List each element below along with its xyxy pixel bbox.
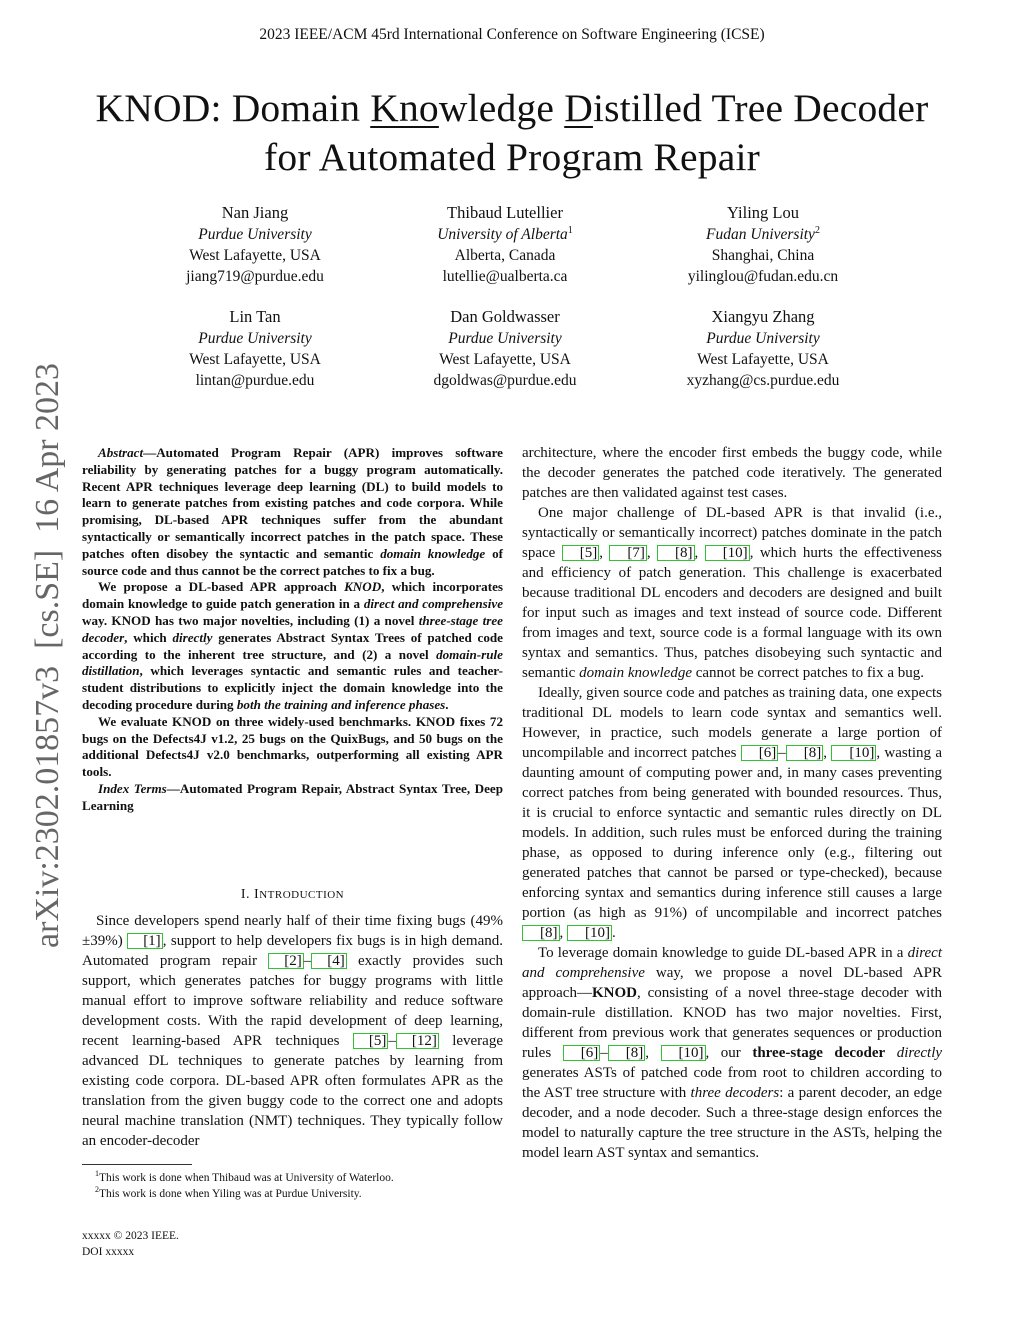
author-block	[385, 306, 625, 391]
paper-title	[0, 84, 1024, 182]
author-name: Lin Tan	[229, 307, 281, 326]
right-column	[522, 443, 942, 1163]
citation-link[interactable]: [1]	[127, 933, 163, 949]
abstract-paragraph: We propose a DL-based APR approach KNOD, which incorporates domain knowledge to guide patch generation in a direct and comprehensive way. KNOD has two major novelties, including (1) a novel three-stage tree decoder, which directly generates Abstract Syntax Trees of patched code according to the inherent tree structure, and (2) a novel domain-rule distillation, which leverages syntactic and semantic rules and teacher-student distributions to explicitly inject the domain knowledge into the decoding procedure during both the training and inference phases.	[82, 579, 504, 712]
author-affiliation: Purdue University	[448, 330, 562, 347]
intro-paragraph: Since developers spend nearly half of their time fixing bugs (49%±39%) [1] , support to help developers fix bugs is in high demand. Automated program repair [2] – [4] exactly provides such support, which generates patches for buggy programs with little manual effort to improve software reliability and reduce software development costs. With the rapid development of deep learning, recent learning-based APR techniques [5] – [12] leverage advanced DL techniques to generate patches by learning from existing code corpora. DL-based APR often formulates APR as the translation from the given buggy code to the correct one and adopts neural machine translation (NMT) techniques. They typically follow an encoder-decoder	[82, 913, 503, 1149]
abstract	[82, 445, 503, 815]
citation-link[interactable]: [10]	[661, 1045, 706, 1061]
body-paragraph: Ideally, given source code and patches as training data, one expects traditional DL models to learn code syntax and semantics well. However, in practice, such models generate a large portion of uncompilable and incorrect patches [6] – [8] , [10] , wasting a daunting amount of computing power and, in many cases preventing correct patches from being generated with bounded resources. Thus, it is crucial to enforce syntactic and semantic rules directly on DL models. In addition, such rules must be enforced during the training phase, as opposed to during inference only (e.g., filtering out generated patches that cannot be parsed or type-checked), because enforcing syntax and semantics during inference still causes a large portion (as high as 91%) of uncompilable and incorrect patches [8] , [10] .	[522, 685, 943, 941]
doi-line: DOI xxxxx	[82, 1246, 135, 1258]
arxiv-stamp-text: arXiv:2302.01857v3 [cs.SE] 16 Apr 2023	[29, 362, 66, 948]
author-block	[135, 202, 375, 287]
author-name: Thibaud Lutellier	[447, 203, 563, 222]
section-heading: I. INTRODUCTION	[240, 887, 345, 902]
footnotes	[95, 1170, 503, 1202]
author-affiliation: Fudan University$^2$	[706, 225, 820, 243]
author-email[interactable]: yilinglou@fudan.edu.cn	[687, 268, 839, 285]
author-location: West Lafayette, USA	[189, 247, 321, 264]
author-name: Yiling Lou	[727, 203, 799, 222]
citation-link[interactable]: [2]	[268, 953, 304, 969]
author-email[interactable]: lintan@purdue.edu	[195, 372, 315, 389]
author-name: Dan Goldwasser	[450, 307, 560, 326]
citation-link[interactable]: [6]	[741, 745, 779, 761]
author-affiliation: Purdue University	[198, 330, 312, 347]
citation-link[interactable]: [10]	[705, 545, 750, 561]
citation-link[interactable]: [8]	[522, 925, 560, 941]
body-paragraph: To leverage domain knowledge to guide DL-based APR in a direct and comprehensive way, we propose a novel DL-based APR approach—KNOD, consisting of a novel three-stage decoder with domain-rule distillation. KNOD has two major novelties. First, different from previous work that generates sequences or production rules [6] – [8] , [10] , our three-stage decoder directly generates ASTs of patched code from root to children according to the AST tree structure with three decoders: a parent decoder, an edge decoder, and a node decoder. Such a three-stage design enforces the model to naturally capture the tree structure in the ASTs, helping the model learn AST syntax and semantics.	[522, 945, 943, 1161]
footnote: $^1$This work is done when Thibaud was at University of Waterloo.	[95, 1169, 394, 1184]
author-location: Alberta, Canada	[454, 247, 556, 264]
title-line-2: for Automated Program Repair	[264, 135, 760, 179]
author-block	[643, 202, 883, 287]
author-email[interactable]: jiang719@purdue.edu	[186, 268, 324, 285]
copyright-notice	[82, 1228, 179, 1260]
author-location: West Lafayette, USA	[697, 351, 829, 368]
footnote-divider	[82, 1164, 192, 1165]
author-block	[643, 306, 883, 391]
body-paragraph: architecture, where the encoder first embeds the buggy code, while the decoder generates the patched code iteratively. The generated patches are then validated against test cases.	[522, 445, 942, 501]
citation-link[interactable]: [12]	[396, 1033, 439, 1049]
arxiv-stamp	[12, 360, 74, 950]
citation-link[interactable]: [10]	[831, 745, 876, 761]
citation-link[interactable]: [7]	[609, 545, 647, 561]
citation-link[interactable]: [5]	[562, 545, 600, 561]
citation-link[interactable]: [10]	[567, 925, 612, 941]
author-name: Nan Jiang	[221, 203, 289, 222]
abstract-label: Abstract	[98, 445, 144, 460]
abstract-paragraph: We evaluate KNOD on three widely-used benchmarks. KNOD fixes 72 bugs on the Defects4J v1.2, 25 bugs on the QuixBugs, and 50 bugs on the additional Defects4J v2.0 benchmarks, outperforming all existing APR tools.	[82, 713, 503, 780]
title-line-1: KNOD: Domain Knowledge Distilled Tree Decoder	[95, 86, 929, 130]
citation-link[interactable]: [4]	[311, 953, 347, 969]
author-email[interactable]: lutellie@ualberta.ca	[442, 268, 568, 285]
author-location: Shanghai, China	[711, 247, 815, 264]
citation-link[interactable]: [8]	[657, 545, 695, 561]
footnote: $^2$This work is done when Yiling was at Purdue University.	[95, 1185, 362, 1200]
citation-link[interactable]: [6]	[563, 1045, 601, 1061]
abstract-paragraph: Abstract—Automated Program Repair (APR) improves software reliability by generating patches for a buggy program automatically. Recent APR techniques leverage deep learning (DL) to build models to learn to generate patches from existing patches and code corpora. While promising, DL-based APR techniques suffer from the abundant syntactically or semantically incorrect patches in the patch space. These patches often disobey the syntactic and semantic domain knowledge of source code and thus cannot be the correct patches to fix a bug.	[82, 445, 504, 578]
citation-link[interactable]: [5]	[353, 1033, 389, 1049]
author-email[interactable]: dgoldwas@purdue.edu	[433, 372, 577, 389]
conference-header: 2023 IEEE/ACM 45rd International Conference on Software Engineering (ICSE)	[259, 26, 765, 43]
copyright-line: xxxxx © 2023 IEEE.	[82, 1230, 179, 1242]
body-paragraph: One major challenge of DL-based APR is that invalid (i.e., syntactically or semantically incorrect) patches dominate in the patch space [5] , [7] , [8] , [10] , which hurts the effectiveness and efficiency of patch generation. This challenge is exacerbated because traditional DL encoders and decoders are designed and built for input such as images and text instead of source code. Different from images and text, source code is a formal language with its own syntax and semantics. Thus, patches disobeying such syntactic and semantic domain knowledge cannot be correct patches to fix a bug.	[522, 505, 943, 681]
author-email[interactable]: xyzhang@cs.purdue.edu	[686, 372, 840, 389]
author-location: West Lafayette, USA	[439, 351, 571, 368]
author-affiliation: Purdue University	[198, 226, 312, 243]
author-affiliation: University of Alberta$^1$	[437, 225, 573, 243]
author-block	[385, 202, 625, 287]
index-terms: Index Terms—Automated Program Repair, Abstract Syntax Tree, Deep Learning	[82, 780, 503, 813]
citation-link[interactable]: [8]	[786, 745, 824, 761]
citation-link[interactable]: [8]	[608, 1045, 646, 1061]
author-location: West Lafayette, USA	[189, 351, 321, 368]
author-affiliation: Purdue University	[706, 330, 820, 347]
author-block	[135, 306, 375, 391]
author-name: Xiangyu Zhang	[711, 307, 815, 326]
